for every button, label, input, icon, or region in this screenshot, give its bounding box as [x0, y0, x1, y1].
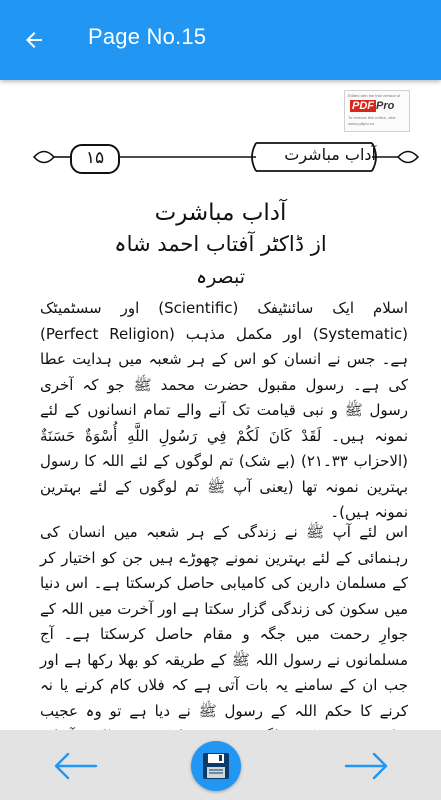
- app-bar: [0, 0, 441, 80]
- save-button[interactable]: [191, 741, 241, 791]
- pdfpro-watermark: [344, 90, 410, 132]
- arrow-right-icon: [344, 751, 390, 781]
- page-number-badge: ۱۵: [70, 144, 120, 174]
- floppy-disk-icon: [201, 751, 231, 781]
- back-button[interactable]: [14, 20, 54, 60]
- pdf-page-view[interactable]: [0, 80, 441, 730]
- body-paragraph: اسلام ایک سائنٹیفک (Scientific) اور سسٹمیٹک (Systematic) اور مکمل مذہب (Perfect Religion) ہے۔ جس نے انسان کو اس کے ہر شعبہ میں ہدایت عطا کی ہے۔ رسول مقبول حضرت محمد ﷺ جو کہ آخری رسول ﷺ و نبی قیامت تک آنے والے تمام انسانوں کے لئے نمونہ ہیں۔ لَقَدْ كَانَ لَكُمْ فِي رَسُولِ اللَّهِ أُسْوَةٌ حَسَنَةٌ (الاحزاب ۳۳۔۲۱) (بے شک) تم لوگوں کے لئے اللہ کا رسول بہترین نمونہ تھا (یعنی آپ ﷺ تم لوگوں کے لئے بہترین نمونہ ہیں)۔: [40, 299, 408, 521]
- running-head: آداب مباشرت: [284, 145, 376, 164]
- watermark-notice: Edited with the trial version of: [348, 93, 401, 98]
- bottom-nav-bar: [0, 730, 441, 800]
- book-title: آداب مباشرت: [154, 200, 287, 226]
- previous-page-button[interactable]: [52, 751, 98, 781]
- page-header: [32, 140, 420, 174]
- arrow-left-icon: [52, 751, 98, 781]
- arrow-back-icon: [22, 28, 46, 52]
- body-paragraph: اس لئے آپ ﷺ نے زندگی کے ہر شعبہ میں انسان کی رہنمائی کے لئے بہترین نمونے چھوڑے ہیں جن کو اختیار کر کے مسلمان دارین کی کامیابی حاصل کرسکتا ہے۔ اس دنیا میں سکون کی زندگی گزار سکتا ہے اور آخرت میں اللہ کے جوارِ رحمت میں جگہ و مقام حاصل کرسکتا ہے۔ آج مسلمانوں نے رسول اللہ ﷺ کے طریقہ کو بھلا رکھا ہے اور جب ان کے سامنے یہ بات آتی ہے کہ فلاں کام کرنے یا نہ کرنے کا حکم اللہ کے رسول ﷺ نے دیا ہے تو وہ عجیب: [40, 523, 408, 720]
- book-author: از ڈاکٹر آفتاب احمد شاہ: [114, 232, 327, 256]
- next-page-button[interactable]: [344, 751, 390, 781]
- page-title: Page No.15: [88, 24, 207, 49]
- watermark-url: www.pdfpro.co: [348, 121, 375, 126]
- watermark-remove-notice: To remove this notice, visit:: [348, 115, 397, 120]
- section-heading: تبصرہ: [195, 266, 246, 288]
- pdfpro-logo: PDF Pro: [352, 100, 395, 112]
